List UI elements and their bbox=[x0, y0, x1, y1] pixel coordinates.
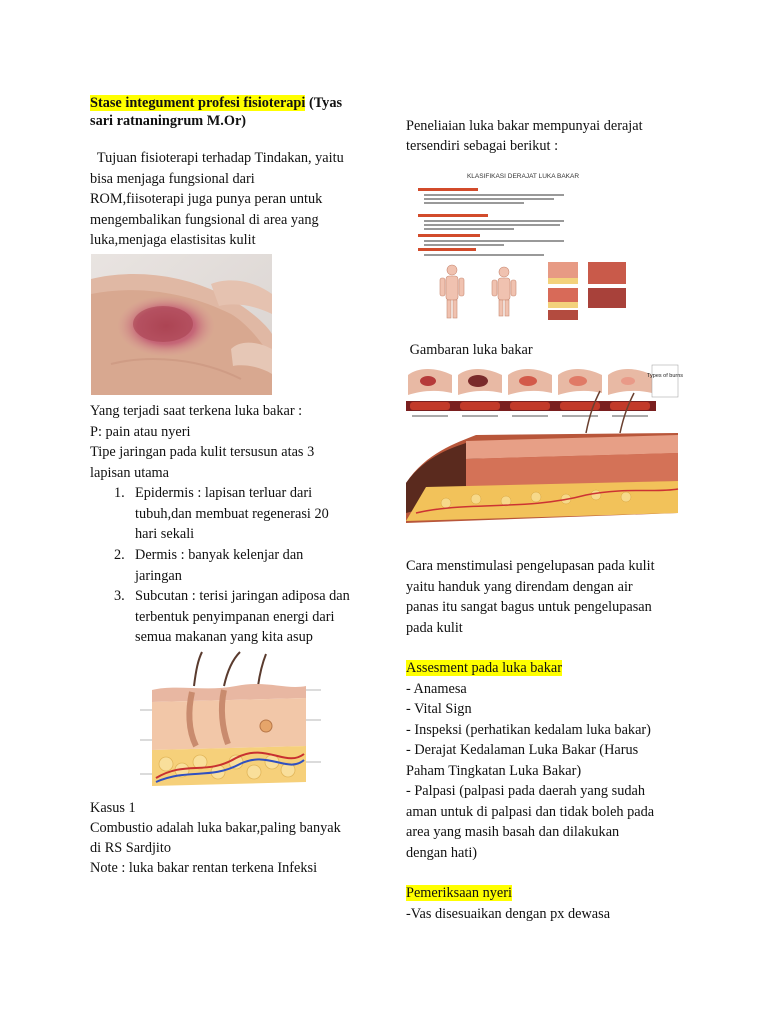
case-line: Combustio adalah luka bakar,paling banyak bbox=[90, 820, 341, 836]
list-number: 2. bbox=[114, 547, 125, 563]
document-title bbox=[90, 93, 342, 113]
right-intro-line: tersendiri sebagai berikut : bbox=[406, 138, 559, 154]
assessment-item: - Anamesa bbox=[406, 681, 467, 697]
burn-degrees-figure bbox=[406, 363, 684, 531]
stimulation-line: panas itu sangat bagus untuk pengelupasan bbox=[406, 599, 652, 615]
pain-heading bbox=[406, 883, 512, 903]
classification-title: KLASIFIKASI DERAJAT LUKA BAKAR bbox=[466, 173, 580, 180]
assessment-heading-text: Assesment pada luka bakar bbox=[406, 660, 563, 676]
title-author: (Tyas bbox=[305, 95, 343, 111]
assessment-item: - Inspeksi (perhatikan kedalam luka bakar) bbox=[406, 722, 651, 738]
list-number: 1. bbox=[114, 485, 125, 501]
burn-classification-figure bbox=[412, 166, 634, 324]
list-item-line: tubuh,dan membuat regenerasi 20 bbox=[135, 506, 329, 522]
skin-layers-diagram bbox=[136, 650, 336, 792]
document-title-line2: sari ratnaningrum M.Or) bbox=[90, 113, 247, 129]
assessment-item: Paham Tingkatan Luka Bakar) bbox=[406, 763, 582, 779]
assessment-item: - Derajat Kedalaman Luka Bakar (Harus bbox=[406, 742, 639, 758]
intro-line: lapisan utama bbox=[90, 465, 170, 481]
burn-legend-label: Types of burns bbox=[646, 373, 684, 379]
goal-text-line: Tujuan fisioterapi terhadap Tindakan, yaitu bbox=[90, 150, 344, 166]
goal-text-line: luka,menjaga elastisitas kulit bbox=[90, 232, 256, 248]
list-item-line: hari sekali bbox=[135, 526, 195, 542]
stimulation-line: pada kulit bbox=[406, 620, 463, 636]
case-line: Note : luka bakar rentan terkena Infeksi bbox=[90, 860, 318, 876]
list-number: 3. bbox=[114, 588, 125, 604]
list-item-line: Dermis : banyak kelenjar dan bbox=[135, 547, 304, 563]
goal-text-line: ROM,fiisoterapi juga punya peran untuk bbox=[90, 191, 323, 207]
intro-line: Tipe jaringan pada kulit tersusun atas 3 bbox=[90, 444, 315, 460]
stimulation-line: yaitu handuk yang direndam dengan air bbox=[406, 579, 633, 595]
intro-line: P: pain atau nyeri bbox=[90, 424, 191, 440]
goal-text-line: mengembalikan fungsional di area yang bbox=[90, 212, 319, 228]
assessment-item: aman untuk di palpasi dan tidak boleh pada bbox=[406, 804, 655, 820]
assessment-heading bbox=[406, 658, 562, 678]
list-item-line: semua makanan yang kita asup bbox=[135, 629, 313, 645]
goal-text-line: bisa menjaga fungsional dari bbox=[90, 171, 255, 187]
list-item-line: terbentuk penyimpanan energi dari bbox=[135, 609, 335, 625]
list-item-line: Subcutan : terisi jaringan adiposa dan bbox=[135, 588, 350, 604]
assessment-item: area yang masih basah dan dilakukan bbox=[406, 824, 620, 840]
intro-line: Yang terjadi saat terkena luka bakar : bbox=[90, 403, 303, 419]
assessment-item: - Vital Sign bbox=[406, 701, 472, 717]
right-intro-line: Peneliaian luka bakar mempunyai derajat bbox=[406, 118, 643, 134]
list-item-line: Epidermis : lapisan terluar dari bbox=[135, 485, 313, 501]
list-item-line: jaringan bbox=[135, 568, 182, 584]
pain-item: -Vas disesuaikan dengan px dewasa bbox=[406, 906, 611, 922]
figure-caption: Gambaran luka bakar bbox=[406, 342, 533, 358]
assessment-item: dengan hati) bbox=[406, 845, 478, 861]
case-line: di RS Sardjito bbox=[90, 840, 172, 856]
case-line: Kasus 1 bbox=[90, 800, 136, 816]
title-highlight: Stase integument profesi fisioterapi bbox=[90, 95, 306, 111]
hand-burn-photo bbox=[91, 254, 272, 395]
assessment-item: - Palpasi (palpasi pada daerah yang sudah bbox=[406, 783, 645, 799]
stimulation-line: Cara menstimulasi pengelupasan pada kulit bbox=[406, 558, 655, 574]
pain-heading-text: Pemeriksaan nyeri bbox=[406, 885, 512, 901]
